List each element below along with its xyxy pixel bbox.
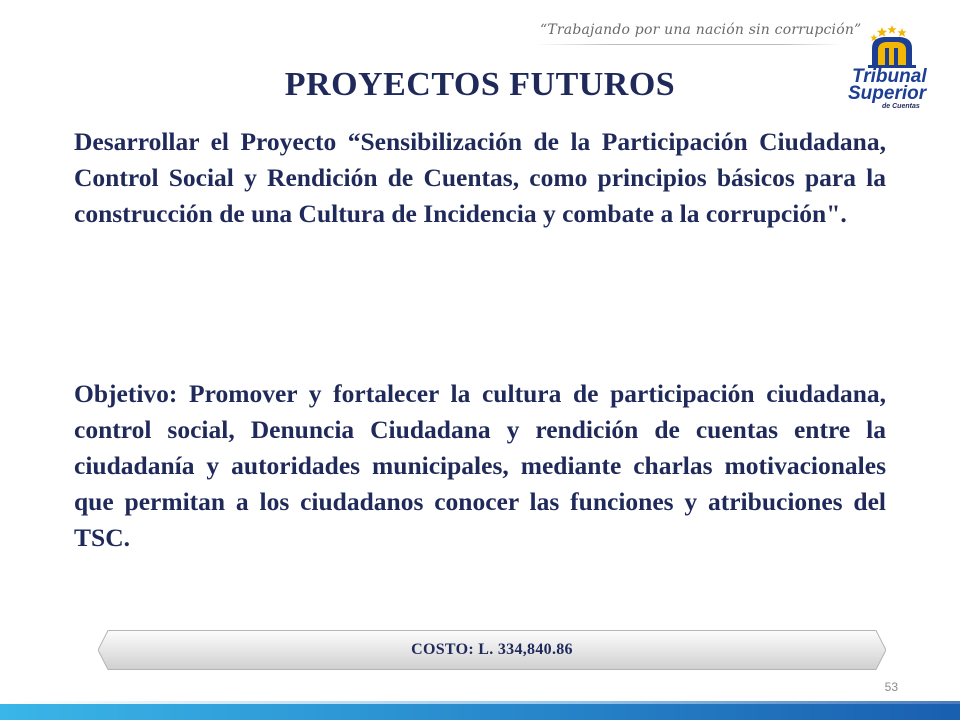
slogan: “Trabajando por una nación sin corrupción” [540, 22, 862, 38]
paragraph-project: Desarrollar el Proyecto “Sensibilización de la Participación Ciudadana, Control Social y Rendición de Cuentas, como principios básicos para la construcción de una Cultura de Incidencia y combate a la corrupción". [74, 127, 886, 228]
logo-text-tribunal: Tribunal [852, 66, 927, 87]
footer-band [0, 704, 960, 720]
slide-title: PROYECTOS FUTUROS [284, 66, 676, 103]
logo-text-superior: Superior [848, 83, 927, 104]
logo-text-de-cuentas: de Cuentas [882, 103, 920, 110]
cost-label: COSTO: L. 334,840.86 [411, 641, 573, 658]
paragraph-objective: Objetivo: Promover y fortalecer la cultura de participación ciudadana, control social, Denuncia Ciudadana y rendición de cuentas entre la ciudadanía y autoridades municipales, mediante charlas motivacionales que permitan a los ciudadanos conocer las funciones y atribuciones del TSC. [74, 379, 886, 552]
building-icon [868, 37, 916, 68]
page-number: 53 [884, 680, 898, 694]
slogan-underline [536, 44, 842, 45]
